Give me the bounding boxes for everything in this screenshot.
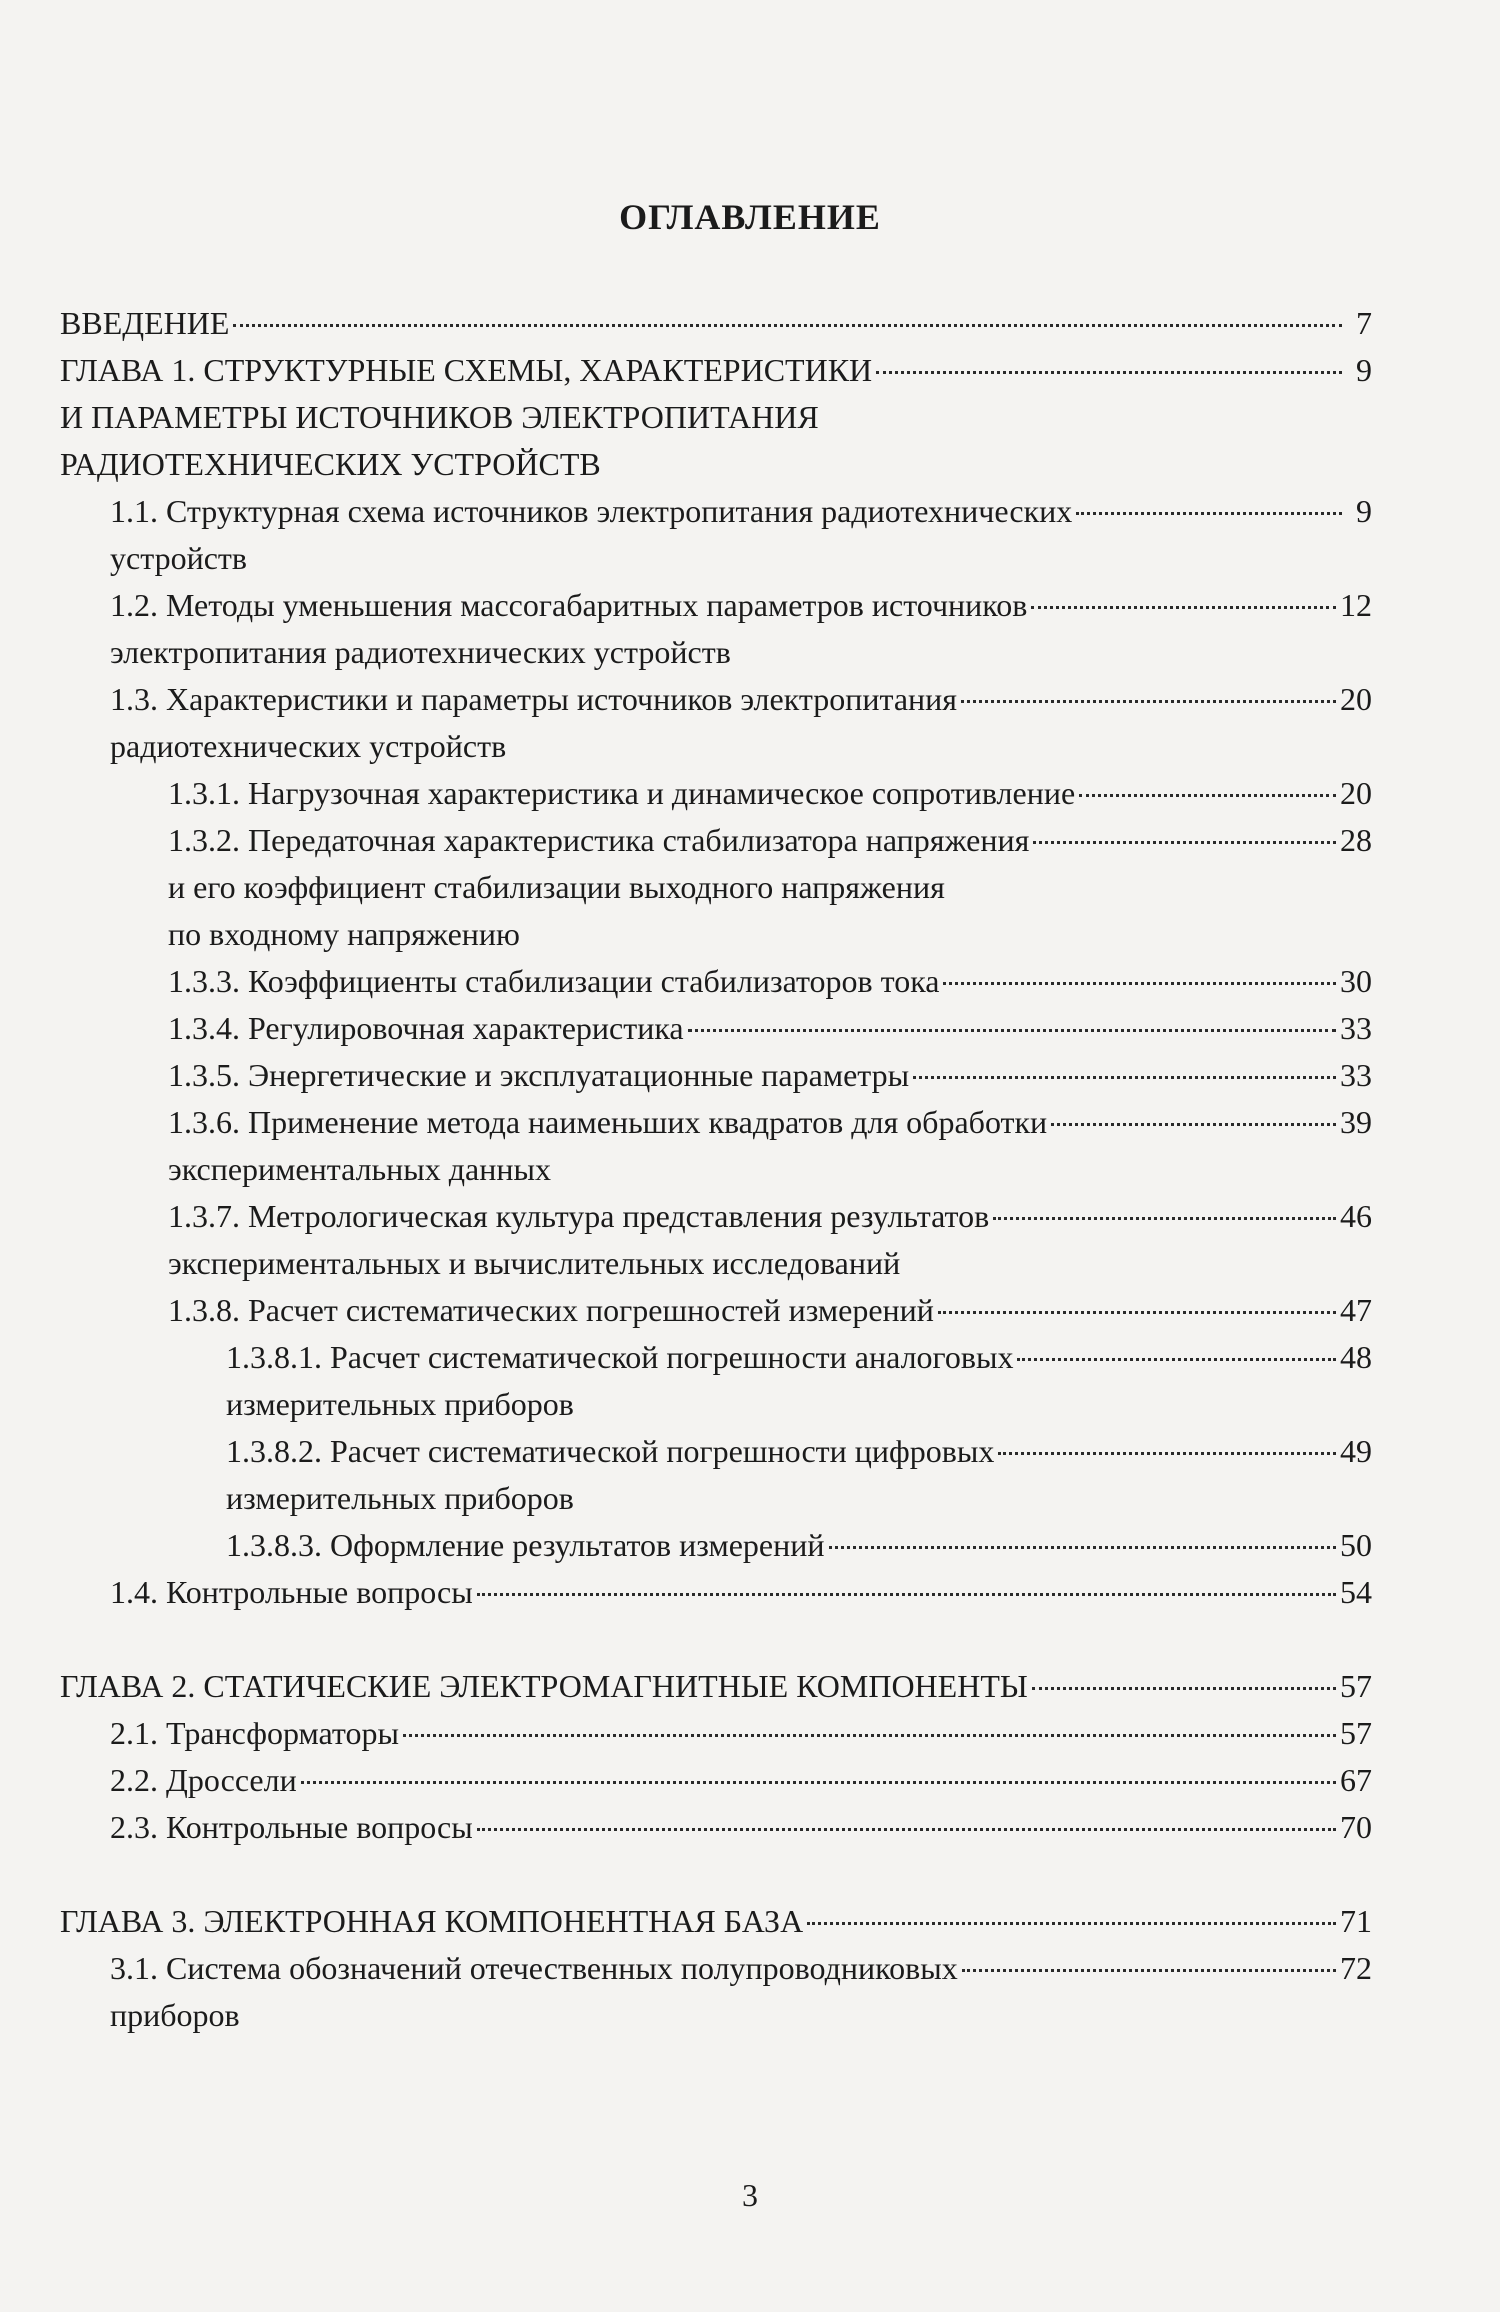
- dot-leader: [233, 324, 1342, 327]
- toc-entry: [60, 582, 1372, 676]
- toc-entry-title: 1.3.2. Передаточная характеристика стабилизатора напряжения и его коэффициент стабилизации выходного напряжения по входному напряжению: [168, 822, 1030, 952]
- toc-entry-page: 28: [1340, 822, 1372, 858]
- toc-entry-page: 12: [1340, 587, 1372, 623]
- toc-entry: [60, 1099, 1372, 1193]
- dot-leader: [1031, 606, 1336, 609]
- toc-entry-title: 1.3.6. Применение метода наименьших квадратов для обработки экспериментальных данных: [168, 1104, 1048, 1187]
- toc-entry-page: 39: [1340, 1104, 1372, 1140]
- toc-entry: [60, 1804, 1372, 1851]
- dot-leader: [1076, 512, 1342, 515]
- dot-leader: [961, 700, 1336, 703]
- toc-entry: [60, 1287, 1372, 1334]
- toc-entry-page: 20: [1340, 775, 1372, 811]
- toc-entry: [60, 1663, 1372, 1710]
- dot-leader: [943, 982, 1336, 985]
- toc-entry-page: 46: [1340, 1198, 1372, 1234]
- toc-entry-page: 50: [1340, 1527, 1372, 1563]
- toc-entry-title: 1.3.8.2. Расчет систематической погрешности цифровых измерительных приборов: [226, 1433, 995, 1516]
- toc-entry-page: 30: [1340, 963, 1372, 999]
- toc-entry-title: 1.1. Структурная схема источников электропитания радиотехнических устройств: [110, 493, 1073, 576]
- dot-leader: [807, 1922, 1336, 1925]
- dot-leader: [403, 1734, 1336, 1737]
- toc-entry-page: 57: [1340, 1715, 1372, 1751]
- toc-entry: [60, 1710, 1372, 1757]
- toc-entry: [60, 1005, 1372, 1052]
- toc-entry: [60, 300, 1372, 347]
- toc-entry-page: 33: [1340, 1010, 1372, 1046]
- dot-leader: [688, 1029, 1336, 1032]
- toc-entry: [60, 488, 1372, 582]
- dot-leader: [993, 1217, 1336, 1220]
- toc-entry-page: 71: [1340, 1903, 1372, 1939]
- table-of-contents: [60, 300, 1372, 2039]
- dot-leader: [962, 1969, 1336, 1972]
- toc-entry-title: 3.1. Система обозначений отечественных полупроводниковых приборов: [110, 1950, 958, 2033]
- dot-leader: [998, 1452, 1336, 1455]
- toc-entry-page: 33: [1340, 1057, 1372, 1093]
- toc-entry-page: 57: [1340, 1668, 1372, 1704]
- toc-entry-title: 1.3.4. Регулировочная характеристика: [168, 1010, 684, 1046]
- dot-leader: [938, 1311, 1336, 1314]
- toc-entry: [60, 1522, 1372, 1569]
- toc-entry-page: 72: [1340, 1950, 1372, 1986]
- toc-entry-title: 1.3.8.3. Оформление результатов измерений: [226, 1527, 825, 1563]
- toc-entry-title: 1.3. Характеристики и параметры источников электропитания радиотехнических устройств: [110, 681, 957, 764]
- toc-entry-page: 7: [1356, 305, 1372, 341]
- toc-entry: [60, 1428, 1372, 1522]
- dot-leader: [1079, 794, 1336, 797]
- toc-entry-title: 1.3.5. Энергетические и эксплуатационные параметры: [168, 1057, 910, 1093]
- toc-entry: [60, 347, 1372, 488]
- toc-entry: [60, 1334, 1372, 1428]
- toc-entry-page: 70: [1340, 1809, 1372, 1845]
- toc-entry-page: 9: [1356, 493, 1372, 529]
- toc-entry-title: 1.3.1. Нагрузочная характеристика и динамическое сопротивление: [168, 775, 1076, 811]
- toc-entry-page: 47: [1340, 1292, 1372, 1328]
- toc-entry: [60, 817, 1372, 958]
- dot-leader: [1051, 1123, 1336, 1126]
- toc-entry: [60, 1569, 1372, 1616]
- toc-entry-page: 20: [1340, 681, 1372, 717]
- dot-leader: [301, 1781, 1336, 1784]
- toc-entry-title: 1.2. Методы уменьшения массогабаритных параметров источников электропитания радиотехнических устройств: [110, 587, 1028, 670]
- toc-entry-title: ГЛАВА 3. ЭЛЕКТРОННАЯ КОМПОНЕНТНАЯ БАЗА: [60, 1903, 804, 1939]
- dot-leader: [1033, 841, 1336, 844]
- toc-title: ОГЛАВЛЕНИЕ: [619, 197, 881, 237]
- toc-entry: [60, 958, 1372, 1005]
- dot-leader: [913, 1076, 1336, 1079]
- toc-entry: [60, 1898, 1372, 1945]
- toc-entry-title: 1.3.3. Коэффициенты стабилизации стабилизаторов тока: [168, 963, 940, 999]
- toc-entry-page: 9: [1356, 352, 1372, 388]
- dot-leader: [829, 1546, 1337, 1549]
- toc-entry: [60, 1052, 1372, 1099]
- toc-entry-title: 2.1. Трансформаторы: [110, 1715, 399, 1751]
- toc-entry: [60, 1945, 1372, 2039]
- toc-entry-page: 67: [1340, 1762, 1372, 1798]
- dot-leader: [876, 371, 1342, 374]
- toc-entry-title: ГЛАВА 1. СТРУКТУРНЫЕ СХЕМЫ, ХАРАКТЕРИСТИКИ И ПАРАМЕТРЫ ИСТОЧНИКОВ ЭЛЕКТРОПИТАНИЯ РАДИОТЕХНИЧЕСКИХ УСТРОЙСТВ: [60, 352, 873, 482]
- toc-entry-title: ГЛАВА 2. СТАТИЧЕСКИЕ ЭЛЕКТРОМАГНИТНЫЕ КОМПОНЕНТЫ: [60, 1668, 1028, 1704]
- toc-entry: [60, 770, 1372, 817]
- toc-entry-page: 49: [1340, 1433, 1372, 1469]
- toc-entry-title: 1.4. Контрольные вопросы: [110, 1574, 473, 1610]
- toc-entry-title: 1.3.8. Расчет систематических погрешностей измерений: [168, 1292, 934, 1328]
- toc-entry-title: 2.3. Контрольные вопросы: [110, 1809, 473, 1845]
- dot-leader: [1017, 1358, 1336, 1361]
- dot-leader: [1032, 1687, 1336, 1690]
- toc-entry-title: 1.3.8.1. Расчет систематической погрешности аналоговых измерительных приборов: [226, 1339, 1014, 1422]
- dot-leader: [477, 1828, 1336, 1831]
- toc-entry-page: 48: [1340, 1339, 1372, 1375]
- toc-entry-title: 1.3.7. Метрологическая культура представления результатов экспериментальных и вычислительных исследований: [168, 1198, 990, 1281]
- toc-entry: [60, 1757, 1372, 1804]
- toc-entry-title: 2.2. Дроссели: [110, 1762, 297, 1798]
- toc-entry: [60, 676, 1372, 770]
- page-number: 3: [742, 2177, 758, 2213]
- toc-entry-title: ВВЕДЕНИЕ: [60, 305, 230, 341]
- dot-leader: [477, 1593, 1336, 1596]
- toc-entry-page: 54: [1340, 1574, 1372, 1610]
- toc-entry: [60, 1193, 1372, 1287]
